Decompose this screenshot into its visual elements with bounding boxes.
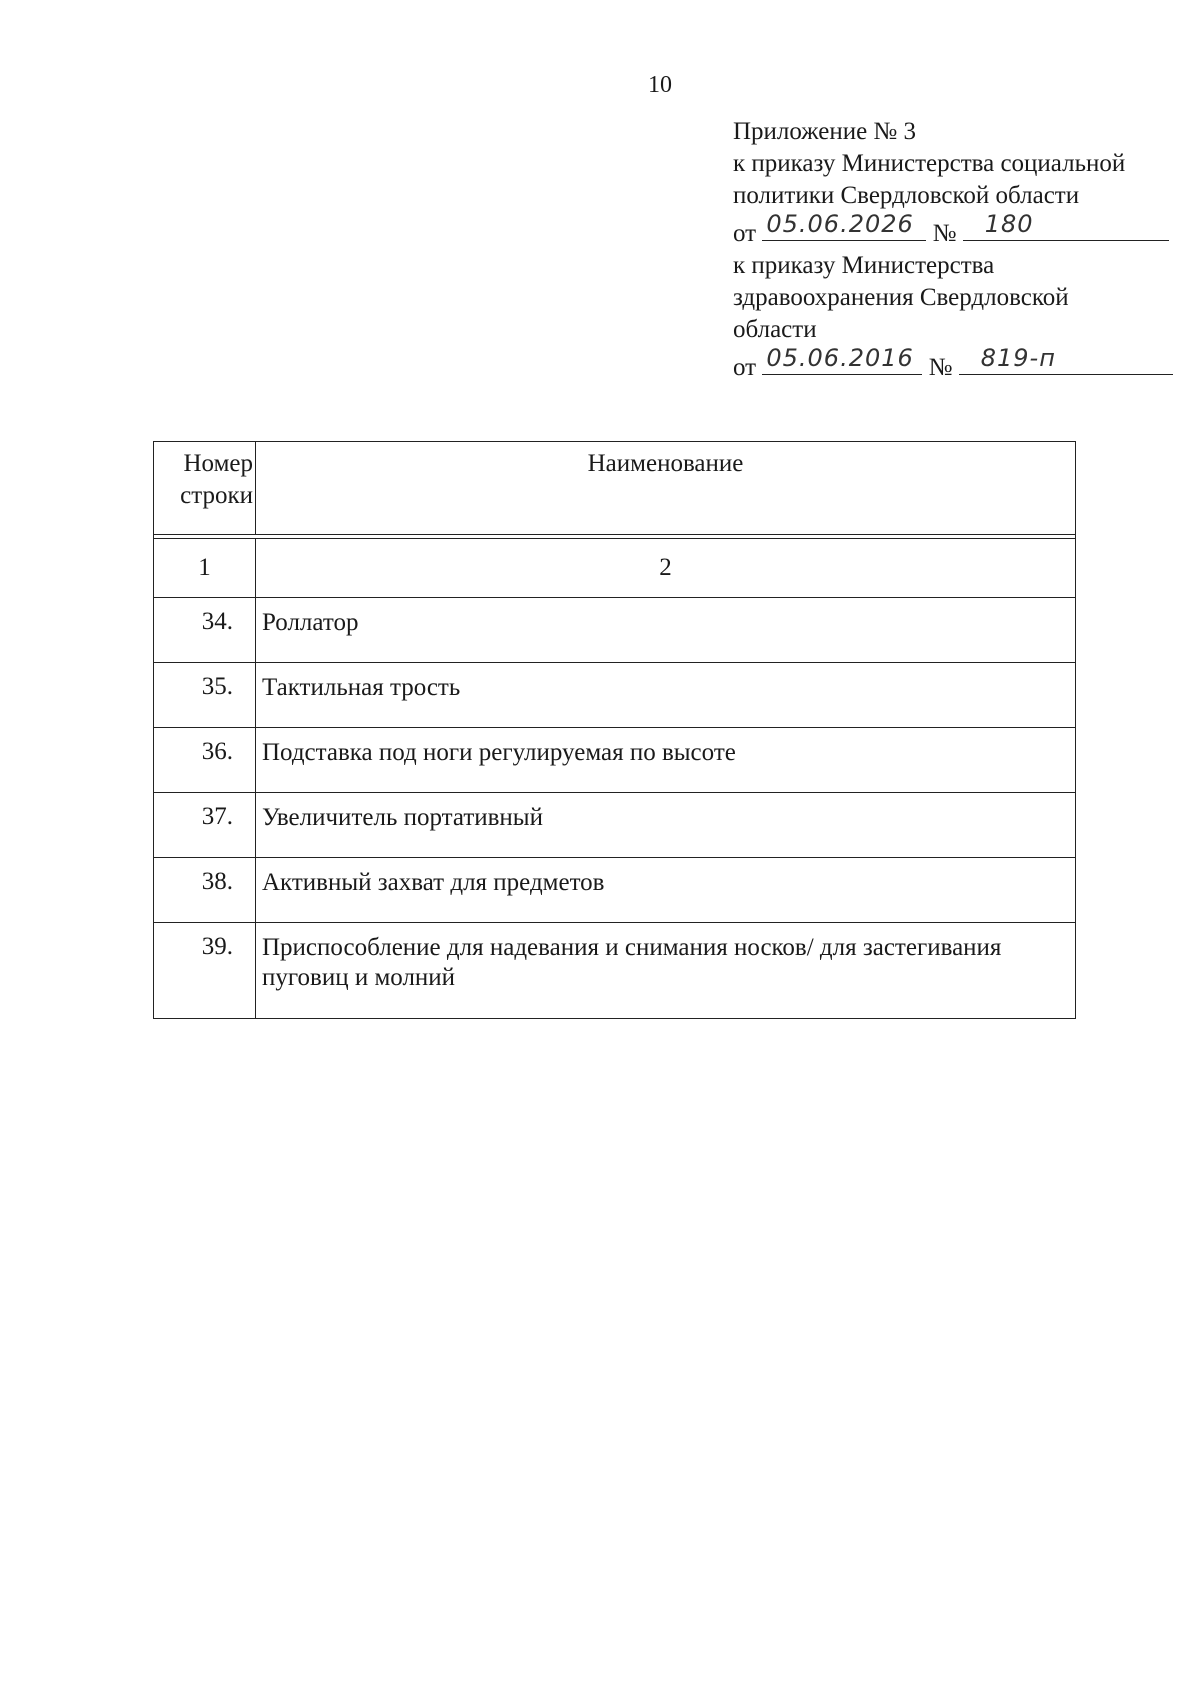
- header-name: Наименование: [256, 442, 1076, 535]
- order1-date-field: [762, 212, 926, 241]
- header-row-number: [154, 442, 256, 535]
- order1-number-field: [963, 212, 1169, 241]
- order1-number-handwritten: 180: [984, 210, 1034, 238]
- appendix-order1-line1: к приказу Министерства социальной: [733, 150, 1126, 177]
- column-number-1: 1: [154, 539, 256, 598]
- header-row-number-line1: Номер: [183, 450, 253, 477]
- row-number: 39.: [154, 923, 256, 1019]
- row-name: Роллатор: [256, 598, 1076, 663]
- row-number: 38.: [154, 858, 256, 923]
- column-number-2: 2: [256, 539, 1076, 598]
- appendix-order2-reference: [733, 346, 1173, 384]
- order1-date-handwritten: 05.06.2026: [766, 210, 914, 238]
- table-row: [154, 663, 1076, 728]
- order2-number-label: №: [928, 354, 953, 381]
- row-name: Приспособление для надевания и снимания носков/ для застегивания пуговиц и молний: [256, 923, 1076, 1019]
- row-number: 36.: [154, 728, 256, 793]
- appendix-order1-reference: [733, 212, 1173, 250]
- table-row: [154, 728, 1076, 793]
- order2-date-field: [762, 346, 922, 375]
- row-number: 34.: [154, 598, 256, 663]
- appendix-header: [733, 116, 1173, 384]
- row-number: 37.: [154, 793, 256, 858]
- items-table: [153, 441, 1076, 1019]
- table-row: [154, 598, 1076, 663]
- row-number: 35.: [154, 663, 256, 728]
- row-name: Активный захват для предметов: [256, 858, 1076, 923]
- appendix-title: Приложение № 3: [733, 118, 917, 145]
- order1-number-label: №: [932, 220, 957, 247]
- column-numbers-row: [154, 539, 1076, 598]
- row-name: Тактильная трость: [256, 663, 1076, 728]
- header-row-number-line2: строки: [180, 482, 253, 509]
- appendix-order1-line2: политики Свердловской области: [733, 182, 1080, 209]
- table-row: [154, 858, 1076, 923]
- appendix-order2-line1: к приказу Министерства: [733, 252, 995, 279]
- order2-from-label: от: [733, 354, 757, 381]
- table-row: [154, 923, 1076, 1019]
- order2-date-handwritten: 05.06.2016: [766, 344, 914, 372]
- table-header-row: [154, 442, 1076, 535]
- order2-number-field: [959, 346, 1173, 375]
- order2-number-handwritten: 819-п: [980, 344, 1056, 372]
- row-name: Подставка под ноги регулируемая по высоте: [256, 728, 1076, 793]
- order1-from-label: от: [733, 220, 757, 247]
- appendix-order2-line2: здравоохранения Свердловской: [733, 284, 1069, 311]
- table-row: [154, 793, 1076, 858]
- row-name: Увеличитель портативный: [256, 793, 1076, 858]
- appendix-order2-line3: области: [733, 316, 817, 343]
- page-number: 10: [648, 72, 672, 98]
